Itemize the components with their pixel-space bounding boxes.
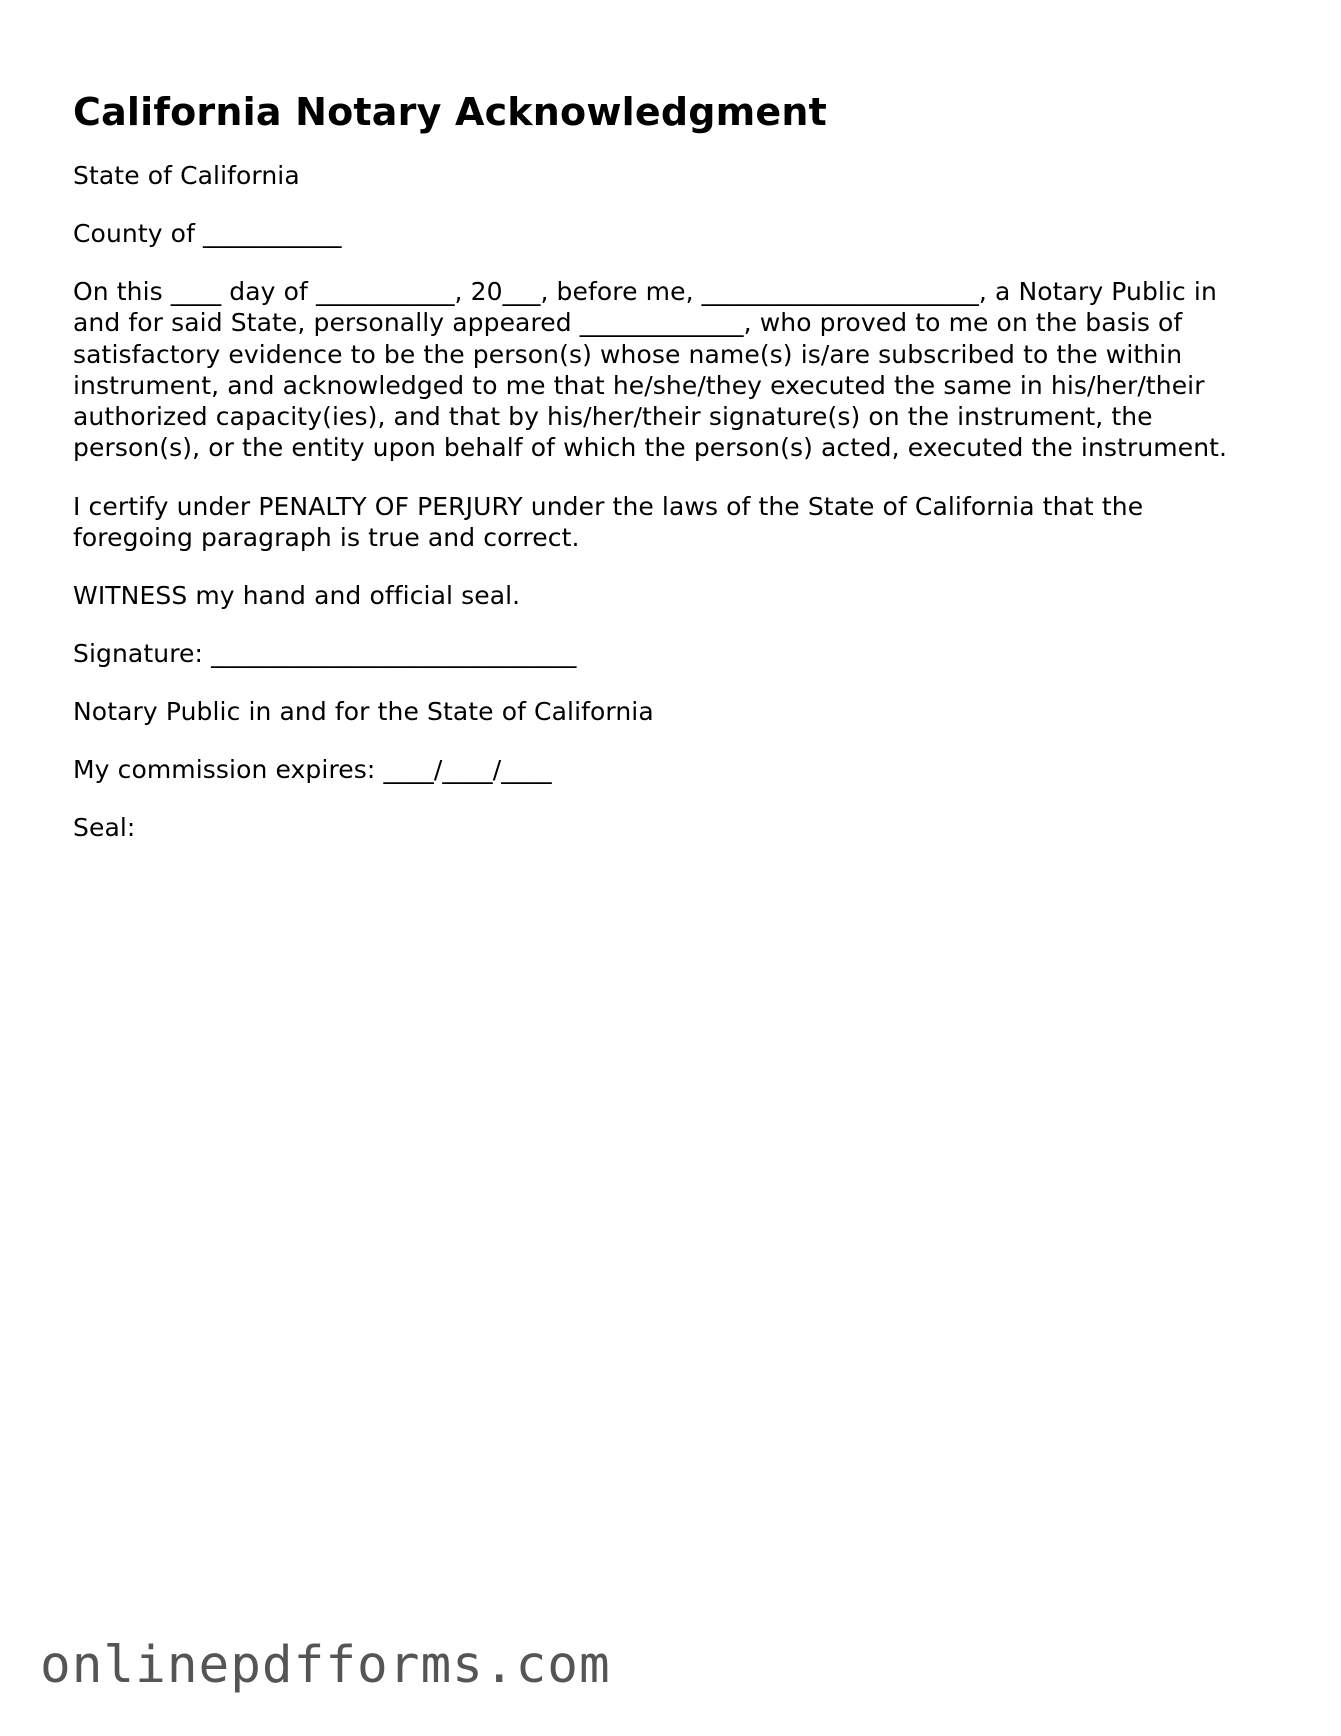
acknowledgment-paragraph: On this ____ day of ___________, 20___, before me, ______________________, a Notary Public in and for said State, personally appeared _____________, who proved to me on the basis of satisfactory evidence to be the person(s) whose name(s) is/are subscribed to the within instrument, and acknowledged to me that he/she/they executed the same in his/her/their authorized capacity(ies), and that by his/her/their signature(s) on the instrument, the person(s), or the entity upon behalf of which the person(s) acted, executed the instrument.: [73, 277, 1228, 463]
certification-paragraph: I certify under PENALTY OF PERJURY under the laws of the State of California that the foregoing paragraph is true and correct.: [73, 491, 1144, 553]
notary-line: Notary Public in and for the State of California: [73, 697, 654, 727]
signature-line: Signature: _____________________________: [73, 639, 577, 669]
state-line: State of California: [73, 161, 300, 190]
seal-line: Seal:: [73, 813, 136, 843]
watermark-footer: onlinepdfforms.com: [40, 1636, 611, 1695]
notary-document: [73, 88, 1263, 870]
county-line: County of ___________: [73, 219, 342, 248]
document-title: California Notary Acknowledgment: [73, 90, 828, 134]
commission-expires-line: My commission expires: ____/____/____: [73, 755, 552, 785]
witness-line: WITNESS my hand and official seal.: [73, 581, 521, 611]
